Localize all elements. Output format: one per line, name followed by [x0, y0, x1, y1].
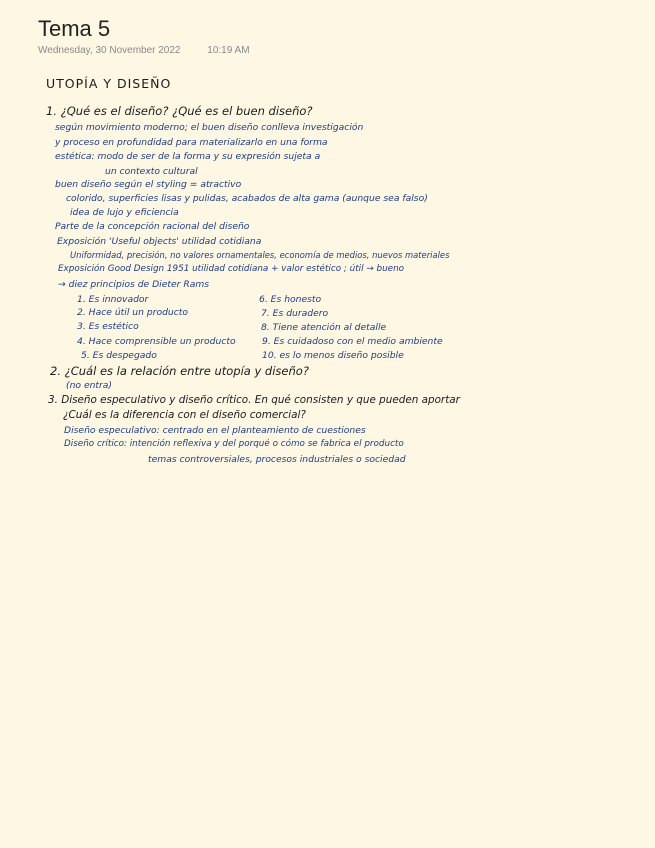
principle-item: 7. Es duradero [261, 308, 329, 319]
question-1-title: 1. ¿Qué es el diseño? ¿Qué es el buen diseño? [46, 104, 313, 118]
q3-line: temas controversiales, procesos industriales o sociedad [148, 454, 406, 465]
question-2-title: 2. ¿Cuál es la relación entre utopía y diseño? [50, 364, 309, 378]
q1-line: según movimiento moderno; el buen diseño conlleva investigación [55, 122, 364, 133]
question-3-subtitle: ¿Cuál es la diferencia con el diseño comercial? [63, 409, 306, 421]
principle-item: 6. Es honesto [259, 294, 322, 305]
q1-line: y proceso en profundidad para materializarlo en una forma [55, 137, 328, 148]
q1-line: idea de lujo y eficiencia [70, 207, 179, 218]
q1-line: buen diseño según el styling = atractivo [55, 179, 242, 190]
q1-line: Exposición 'Useful objects' utilidad cotidiana [57, 236, 262, 247]
principle-item: 10. es lo menos diseño posible [262, 350, 404, 361]
principle-item: 3. Es estético [77, 321, 139, 332]
q3-line: Diseño crítico: intención reflexiva y del porqué o cómo se fabrica el producto [64, 439, 404, 449]
q1-line: Uniformidad, precisión, no valores ornamentales, economía de medios, nuevos materiales [70, 250, 450, 260]
question-3-title: 3. Diseño especulativo y diseño crítico. En qué consisten y que pueden aportar [48, 394, 460, 406]
principle-item: 1. Es innovador [77, 294, 149, 305]
principle-item: 4. Hace comprensible un producto [77, 336, 236, 347]
q1-line: estética: modo de ser de la forma y su expresión sujeta a [55, 151, 321, 162]
notes-heading: UTOPÍA Y DISEÑO [46, 76, 172, 91]
page-meta [38, 45, 250, 56]
q3-line: Diseño especulativo: centrado en el planteamiento de cuestiones [64, 425, 366, 436]
principle-item: 5. Es despegado [81, 350, 157, 361]
page-time: 10:19 AM [207, 45, 250, 56]
page-title: Tema 5 [38, 16, 111, 41]
principle-item: 8. Tiene atención al detalle [261, 322, 387, 333]
principle-item: 9. Es cuidadoso con el medio ambiente [262, 336, 443, 347]
q2-answer: (no entra) [66, 380, 113, 391]
page-date: Wednesday, 30 November 2022 [38, 45, 181, 56]
principle-item: 2. Hace útil un producto [77, 307, 189, 318]
q1-line: Parte de la concepción racional del diseño [55, 221, 250, 232]
q1-line: un contexto cultural [105, 166, 198, 177]
q1-line: → diez principios de Dieter Rams [58, 279, 210, 290]
q1-line: colorido, superficies lisas y pulidas, acabados de alta gama (aunque sea falso) [66, 193, 428, 204]
q1-line: Exposición Good Design 1951 utilidad cotidiana + valor estético ; útil → bueno [58, 264, 405, 274]
